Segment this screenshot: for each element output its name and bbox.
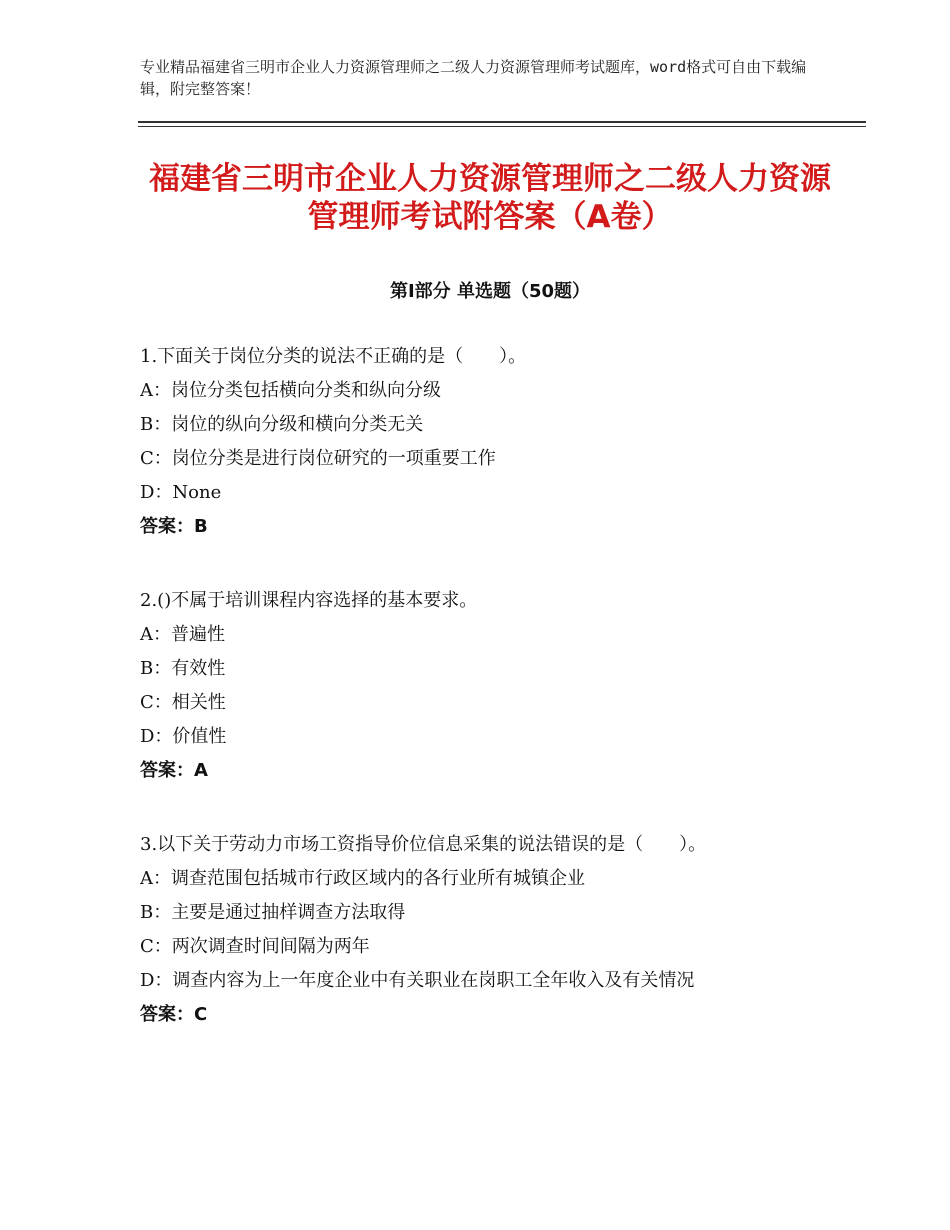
option-d: D：调查内容为上一年度企业中有关职业在岗职工全年收入及有关情况: [140, 970, 695, 991]
question-text: 3.以下关于劳动力市场工资指导价位信息采集的说法错误的是（ ）。: [140, 834, 707, 855]
option-b: B：有效性: [140, 658, 226, 679]
question-list: [140, 340, 840, 1072]
option-c: C：两次调查时间间隔为两年: [140, 936, 370, 957]
question-text: 2.()不属于培训课程内容选择的基本要求。: [140, 590, 478, 611]
question-3: [140, 828, 840, 1032]
answer: 答案：A: [140, 760, 208, 781]
option-a: A：岗位分类包括横向分类和纵向分级: [140, 380, 441, 401]
header-divider-thin: [138, 126, 866, 127]
section-title: 第Ⅰ部分 单选题（50题）: [389, 281, 590, 302]
option-d: D：None: [140, 482, 222, 503]
option-b: B：岗位的纵向分级和横向分类无关: [140, 414, 424, 435]
header-divider-thick: [138, 121, 866, 123]
option-b: B：主要是通过抽样调查方法取得: [140, 902, 406, 923]
option-d: D：价值性: [140, 726, 227, 747]
answer: 答案：C: [140, 1004, 208, 1025]
option-a: A：调查范围包括城市行政区域内的各行业所有城镇企业: [140, 868, 585, 889]
question-text: 1.下面关于岗位分类的说法不正确的是（ ）。: [140, 346, 527, 367]
option-a: A：普遍性: [140, 624, 225, 645]
option-c: C：相关性: [140, 692, 226, 713]
question-2: [140, 584, 840, 788]
header-note: 专业精品福建省三明市企业人力资源管理师之二级人力资源管理师考试题库，word格式可自由下载编辑，附完整答案！: [140, 58, 807, 98]
option-c: C：岗位分类是进行岗位研究的一项重要工作: [140, 448, 496, 469]
document-title: 福建省三明市企业人力资源管理师之二级人力资源管理师考试附答案（A卷）: [149, 161, 831, 235]
answer: 答案：B: [140, 516, 208, 537]
question-1: [140, 340, 840, 544]
